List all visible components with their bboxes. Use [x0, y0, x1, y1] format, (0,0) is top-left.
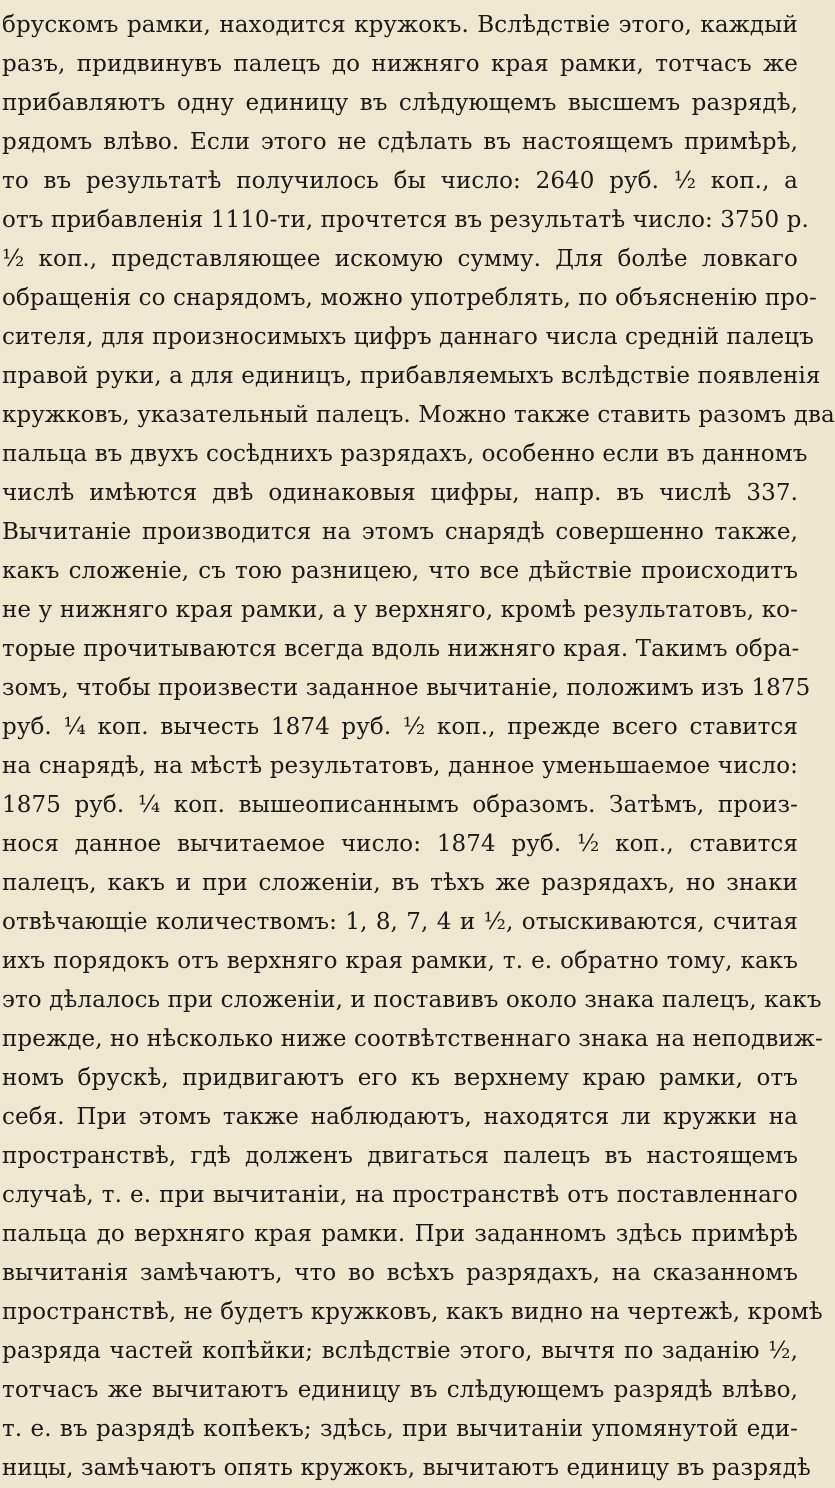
text-line: палецъ, какъ и при сложеніи, въ тѣхъ же разрядахъ, но знаки [2, 870, 798, 896]
text-line: то въ результатѣ получилось бы число: 2640 руб. ½ коп., а [2, 168, 798, 194]
text-line: пальца въ двухъ сосѣднихъ разрядахъ, особенно если въ данномъ [2, 441, 808, 467]
text-line: зомъ, чтобы произвести заданное вычитаніе, положимъ изъ 1875 [2, 675, 811, 701]
text-line: тотчасъ же вычитаютъ единицу въ слѣдующемъ разрядѣ влѣво, [2, 1377, 798, 1403]
text-line: пространствѣ, не будетъ кружковъ, какъ видно на чертежѣ, кромѣ [2, 1299, 823, 1325]
text-line: правой руки, а для единицъ, прибавляемыхъ вслѣдствіе появленія [2, 363, 821, 389]
text-line: номъ брускѣ, придвигаютъ его къ верхнему краю рамки, отъ [2, 1065, 798, 1091]
text-line: вычитанія замѣчаютъ, что во всѣхъ разрядахъ, на сказанномъ [2, 1260, 798, 1286]
text-line: т. е. въ разрядѣ копѣекъ; здѣсь, при вычитаніи упомянутой еди- [2, 1416, 798, 1442]
text-line: ницы, замѣчаютъ опять кружокъ, вычитаютъ единицу въ разрядѣ [2, 1455, 811, 1481]
text-line: Вычитаніе производится на этомъ снарядѣ совершенно также, [2, 519, 798, 545]
text-line: торые прочитываются всегда вдоль нижняго края. Такимъ обра- [2, 636, 800, 662]
text-line: это дѣлалось при сложеніи, и поставивъ около знака палецъ, какъ [2, 987, 822, 1013]
text-line: ½ коп., представляющее искомую сумму. Для болѣе ловкаго [2, 246, 798, 272]
text-line: пространствѣ, гдѣ долженъ двигаться палецъ въ настоящемъ [2, 1143, 798, 1169]
text-line: не у нижняго края рамки, а у верхняго, кромѣ результатовъ, ко- [2, 597, 798, 623]
text-line: разряда частей копѣйки; вслѣдствіе этого, вычтя по заданію ½, [2, 1338, 798, 1364]
text-line: отвѣчающіе количествомъ: 1, 8, 7, 4 и ½, отыскиваются, считая [2, 909, 798, 935]
text-line: сителя, для произносимыхъ цифръ даннаго числа средній палецъ [2, 324, 814, 350]
text-line: пальца до верхняго края рамки. При заданномъ здѣсь примѣрѣ [2, 1221, 798, 1247]
page-body-text [2, 6, 835, 1488]
text-line: на снарядѣ, на мѣстѣ результатовъ, данное уменьшаемое число: [2, 753, 798, 779]
text-line: прежде, но нѣсколько ниже соотвѣтственнаго знака на неподвиж- [2, 1026, 823, 1052]
text-line: отъ прибавленія 1110-ти, прочтется въ результатѣ число: 3750 р. [2, 207, 809, 233]
text-line: нося данное вычитаемое число: 1874 руб. ½ коп., ставится [2, 831, 798, 857]
text-line: 1875 руб. ¼ коп. вышеописаннымъ образомъ. Затѣмъ, произ- [2, 792, 798, 818]
text-line: обращенія со снарядомъ, можно употреблять, по объясненію про- [2, 285, 817, 311]
text-line: рядомъ влѣво. Если этого не сдѣлать въ настоящемъ примѣрѣ, [2, 129, 798, 155]
text-line: брускомъ рамки, находится кружокъ. Вслѣдствіе этого, каждый [2, 12, 798, 38]
text-line: прибавляютъ одну единицу въ слѣдующемъ высшемъ разрядѣ, [2, 90, 798, 116]
text-line: руб. ¼ коп. вычесть 1874 руб. ½ коп., прежде всего ставится [2, 714, 798, 740]
text-line: какъ сложеніе, съ тою разницею, что все дѣйствіе происходитъ [2, 558, 798, 584]
text-line: себя. При этомъ также наблюдаютъ, находятся ли кружки на [2, 1104, 798, 1130]
text-line: кружковъ, указательный палецъ. Можно также ставить разомъ два [2, 402, 835, 428]
text-line: числѣ имѣются двѣ одинаковыя цифры, напр. въ числѣ 337. [2, 480, 798, 506]
text-line: ихъ порядокъ отъ верхняго края рамки, т. е. обратно тому, какъ [2, 948, 798, 974]
text-line: случаѣ, т. е. при вычитаніи, на пространствѣ отъ поставленнаго [2, 1182, 798, 1208]
text-line: разъ, придвинувъ палецъ до нижняго края рамки, тотчасъ же [2, 51, 798, 77]
